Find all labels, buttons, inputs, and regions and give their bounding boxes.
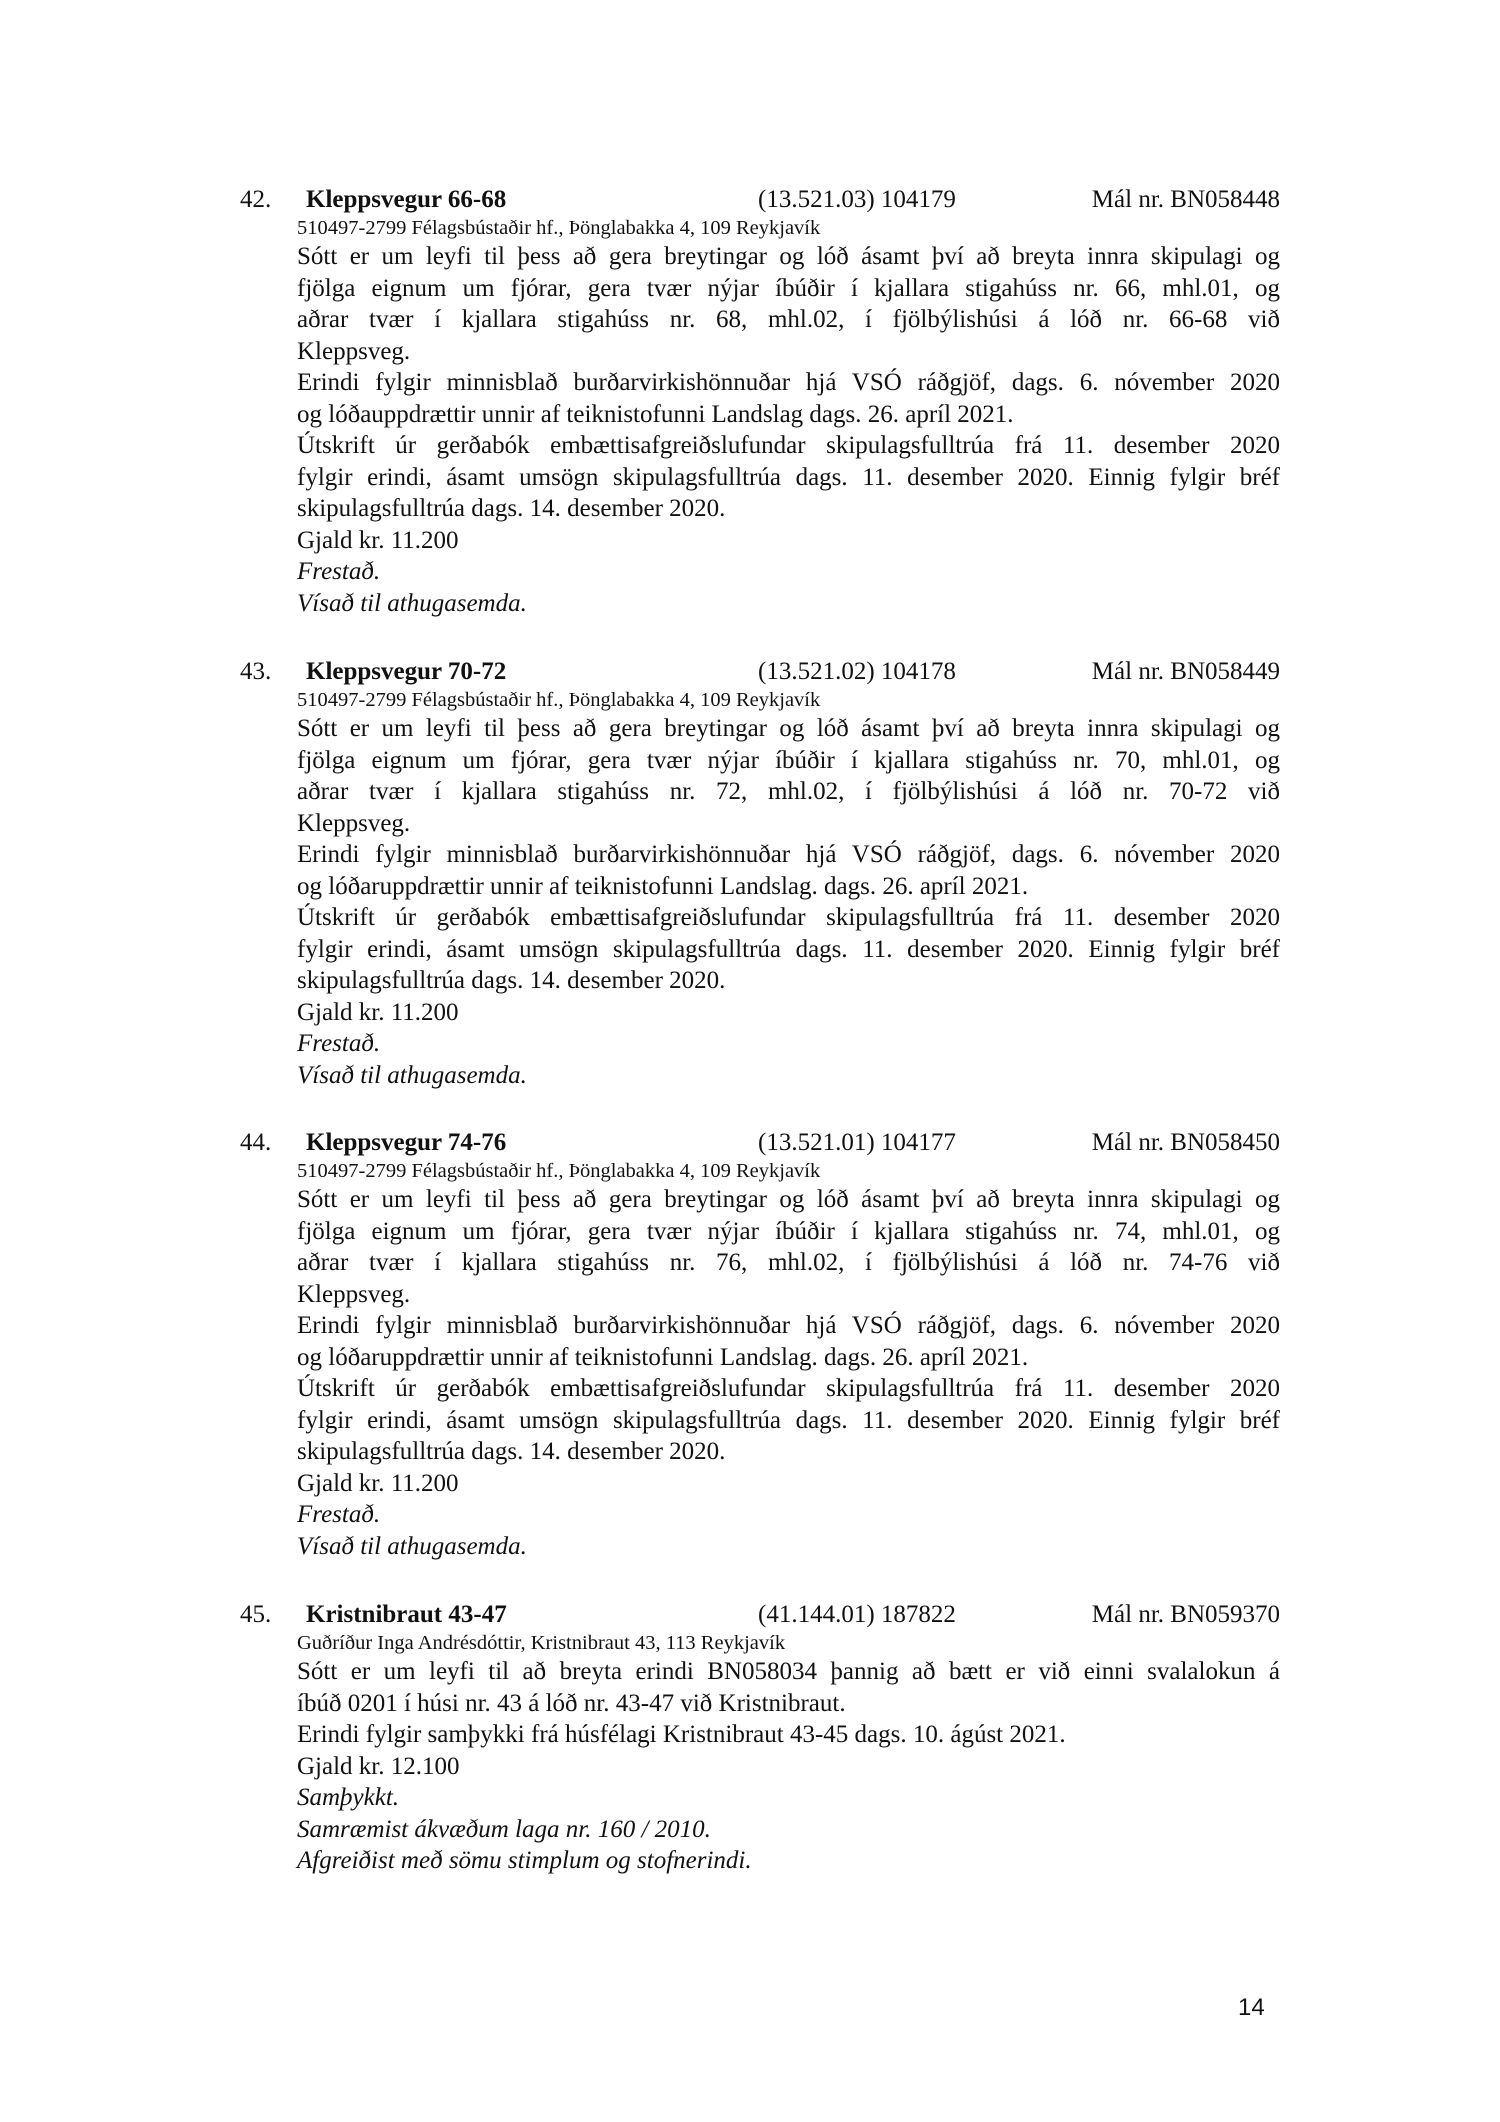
applicant-line: 510497-2799 Félagsbústaðir hf., Þönglabakka 4, 109 Reykjavík [297, 689, 821, 711]
text-line: Sótt er um leyfi til þess að gera breytingar og lóð ásamt því að breyta innra skipulagi og [297, 243, 1280, 270]
item-property-code: (13.521.02) 104178 [758, 658, 956, 685]
item-address: Kleppsvegur 70-72 [306, 658, 507, 685]
item-body [297, 1631, 1280, 1877]
text-line: Gjald kr. 11.200 [297, 998, 459, 1026]
item-header [240, 1126, 1280, 1159]
decision-line: Samræmist ákvæðum laga nr. 160 / 2010. [297, 1815, 711, 1843]
agenda-item [240, 1598, 1280, 1877]
item-property-code: (13.521.03) 104179 [758, 186, 956, 213]
item-property-code: (41.144.01) 187822 [758, 1601, 956, 1628]
text-line: Gjald kr. 11.200 [297, 1469, 459, 1497]
text-line: aðrar tvær í kjallara stigahúss nr. 72, mhl.02, í fjölbýlishúsi á lóð nr. 70-72 við [297, 778, 1280, 805]
text-line: fjölga eignum um fjórar, gera tvær nýjar íbúðir í kjallara stigahúss nr. 74, mhl.01, og [297, 1217, 1280, 1245]
text-line: og lóðaruppdrættir unnir af teiknistofunni Landslag. dags. 26. apríl 2021. [297, 1343, 1029, 1371]
item-text [297, 1656, 1280, 1877]
agenda-item [240, 183, 1280, 619]
item-text [297, 1184, 1280, 1562]
item-number: 44. [240, 1129, 272, 1156]
item-case-number: Mál nr. BN058448 [1091, 186, 1280, 213]
text-line: fjölga eignum um fjórar, gera tvær nýjar íbúðir í kjallara stigahúss nr. 70, mhl.01, og [297, 746, 1280, 774]
item-text [297, 713, 1280, 1091]
text-line: Útskrift úr gerðabók embættisafgreiðslufundar skipulagsfulltrúa frá 11. desember 2020 [297, 432, 1280, 459]
text-line: Gjald kr. 11.200 [297, 526, 459, 554]
item-body [297, 1159, 1280, 1562]
text-line: Útskrift úr gerðabók embættisafgreiðslufundar skipulagsfulltrúa frá 11. desember 2020 [297, 1375, 1280, 1402]
text-line: og lóðauppdrættir unnir af teiknistofunni Landslag dags. 26. apríl 2021. [297, 400, 1014, 428]
text-line: Kleppsveg. [297, 337, 411, 365]
item-property-code: (13.521.01) 104177 [758, 1129, 956, 1156]
text-line: fylgir erindi, ásamt umsögn skipulagsfulltrúa dags. 11. desember 2020. Einnig fylgir bréf [297, 1406, 1280, 1434]
agenda-item [240, 655, 1280, 1091]
decision-line: Frestað. [297, 1030, 381, 1057]
text-line: fjölga eignum um fjórar, gera tvær nýjar íbúðir í kjallara stigahúss nr. 66, mhl.01, og [297, 274, 1280, 302]
text-line: Erindi fylgir minnisblað burðarvirkishönnuðar hjá VSÓ ráðgjöf, dags. 6. nóvember 2020 [297, 841, 1280, 868]
applicant-line: 510497-2799 Félagsbústaðir hf., Þönglabakka 4, 109 Reykjavík [297, 1160, 821, 1182]
text-line: skipulagsfulltrúa dags. 14. desember 2020. [297, 1438, 726, 1465]
decision-line: Samþykkt. [297, 1784, 400, 1811]
applicant-line: 510497-2799 Félagsbústaðir hf., Þönglabakka 4, 109 Reykjavík [297, 217, 821, 239]
item-address: Kleppsvegur 74-76 [306, 1129, 507, 1156]
decision-line: Vísað til athugasemda. [297, 589, 527, 617]
decision-line: Afgreiðist með sömu stimplum og stofnerindi. [297, 1847, 752, 1874]
item-header [240, 183, 1280, 216]
decision-line: Frestað. [297, 558, 381, 585]
text-line: Sótt er um leyfi til að breyta erindi BN058034 þannig að bætt er við einni svalalokun á [297, 1658, 1280, 1685]
text-line: Kleppsveg. [297, 809, 411, 837]
text-line: fylgir erindi, ásamt umsögn skipulagsfulltrúa dags. 11. desember 2020. Einnig fylgir bréf [297, 463, 1280, 491]
text-line: skipulagsfulltrúa dags. 14. desember 2020. [297, 495, 726, 522]
text-line: fylgir erindi, ásamt umsögn skipulagsfulltrúa dags. 11. desember 2020. Einnig fylgir bréf [297, 935, 1280, 963]
text-line: Gjald kr. 12.100 [297, 1752, 460, 1780]
item-address: Kristnibraut 43-47 [306, 1601, 507, 1628]
item-body [297, 216, 1280, 619]
text-line: Erindi fylgir samþykki frá húsfélagi Kristnibraut 43-45 dags. 10. ágúst 2021. [297, 1721, 1066, 1748]
text-line: aðrar tvær í kjallara stigahúss nr. 76, mhl.02, í fjölbýlishúsi á lóð nr. 74-76 við [297, 1249, 1280, 1276]
text-line: íbúð 0201 í húsi nr. 43 á lóð nr. 43-47 við Kristnibraut. [297, 1689, 846, 1717]
text-line: aðrar tvær í kjallara stigahúss nr. 68, mhl.02, í fjölbýlishúsi á lóð nr. 66-68 við [297, 306, 1280, 333]
item-header [240, 1598, 1280, 1631]
text-line: Erindi fylgir minnisblað burðarvirkishönnuðar hjá VSÓ ráðgjöf, dags. 6. nóvember 2020 [297, 369, 1280, 396]
item-number: 42. [240, 186, 272, 213]
text-line: og lóðaruppdrættir unnir af teiknistofunni Landslag. dags. 26. apríl 2021. [297, 872, 1029, 900]
text-line: Útskrift úr gerðabók embættisafgreiðslufundar skipulagsfulltrúa frá 11. desember 2020 [297, 904, 1280, 931]
item-header [240, 655, 1280, 688]
item-case-number: Mál nr. BN059370 [1091, 1601, 1280, 1628]
item-case-number: Mál nr. BN058450 [1091, 1129, 1280, 1156]
page-number: 14 [1238, 1994, 1265, 2021]
decision-line: Vísað til athugasemda. [297, 1532, 527, 1560]
decision-line: Frestað. [297, 1501, 381, 1528]
text-line: Sótt er um leyfi til þess að gera breytingar og lóð ásamt því að breyta innra skipulagi og [297, 715, 1280, 742]
item-number: 45. [240, 1601, 272, 1628]
item-case-number: Mál nr. BN058449 [1091, 658, 1280, 685]
text-line: Kleppsveg. [297, 1280, 411, 1308]
decision-line: Vísað til athugasemda. [297, 1061, 527, 1089]
item-body [297, 688, 1280, 1091]
agenda-item [240, 1126, 1280, 1562]
item-number: 43. [240, 658, 272, 685]
applicant-line: Guðríður Inga Andrésdóttir, Kristnibraut 43, 113 Reykjavík [297, 1632, 786, 1654]
item-address: Kleppsvegur 66-68 [306, 186, 507, 213]
text-line: Erindi fylgir minnisblað burðarvirkishönnuðar hjá VSÓ ráðgjöf, dags. 6. nóvember 2020 [297, 1312, 1280, 1339]
item-text [297, 241, 1280, 619]
text-line: Sótt er um leyfi til þess að gera breytingar og lóð ásamt því að breyta innra skipulagi og [297, 1186, 1280, 1213]
text-line: skipulagsfulltrúa dags. 14. desember 2020. [297, 967, 726, 994]
